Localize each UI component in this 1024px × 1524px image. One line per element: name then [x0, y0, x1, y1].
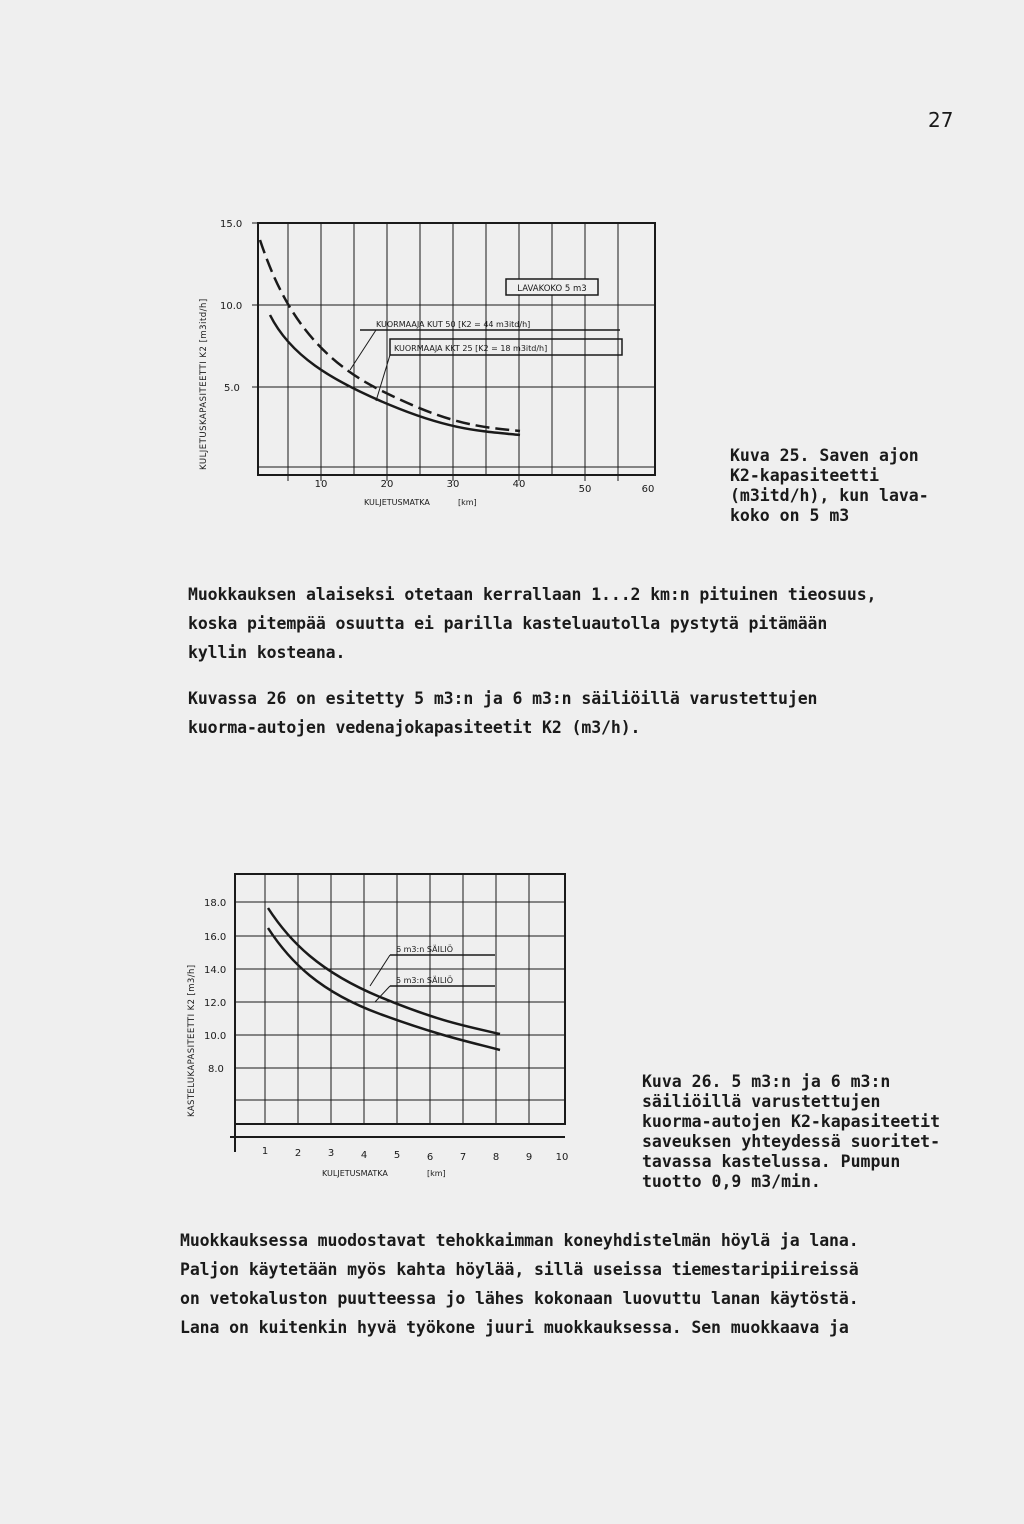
x-tick-label: 60	[641, 484, 655, 495]
caption-line: kuorma-autojen K2-kapasiteetit	[642, 1112, 941, 1131]
text-line: Muokkauksessa muodostavat tehokkaimman koneyhdistelmän höylä ja lana.	[180, 1231, 859, 1250]
lavakoko-label: LAVAKOKO 5 m3	[517, 284, 587, 294]
y-tick-label: 8.0	[208, 1064, 224, 1075]
x-tick-label: 4	[360, 1150, 368, 1161]
caption-line: Kuva 25. Saven ajon	[730, 446, 919, 465]
y-tick-label: 16.0	[204, 932, 227, 943]
text-line: kyllin kosteana.	[188, 643, 346, 662]
x-tick-label: 20	[380, 479, 394, 490]
x-tick-label: 1	[261, 1146, 269, 1157]
y-axis-label: KULJETUSKAPASITEETTI K2 [m3itd/h]	[199, 298, 209, 470]
y-tick-label: 14.0	[204, 965, 227, 976]
y-axis-label: KASTELUKAPASITEETTI K2 [m3/h]	[187, 964, 197, 1117]
caption-line: säiliöillä varustettujen	[642, 1092, 881, 1111]
x-tick-label: 50	[578, 484, 592, 495]
page-number: 27	[928, 108, 954, 132]
figure-26-chart	[180, 862, 580, 1202]
curve-label-kkt25: KUORMAAJA KKT 25 [K2 = 18 m3itd/h]	[394, 344, 548, 353]
y-tick-label: 12.0	[204, 998, 227, 1009]
y-tick-label: 10.0	[220, 301, 243, 312]
text-line: on vetokaluston puutteessa jo lähes kokonaan luovuttu lanan käytöstä.	[180, 1289, 859, 1308]
text-line: koska pitempää osuutta ei parilla kasteluautolla pystytä pitämään	[188, 614, 828, 633]
x-axis-unit: [km]	[458, 498, 477, 507]
x-tick-label: 3	[327, 1148, 335, 1159]
curve-label-kut50: KUORMAAJA KUT 50 [K2 = 44 m3itd/h]	[376, 320, 531, 329]
curve-5m3	[268, 928, 500, 1050]
text-line: Muokkauksen alaiseksi otetaan kerrallaan 1...2 km:n pituinen tieosuus,	[188, 585, 877, 604]
x-axis-label: KULJETUSMATKA	[364, 498, 430, 507]
y-tick-label: 5.0	[224, 383, 240, 394]
x-tick-label: 2	[294, 1148, 302, 1159]
x-tick-label: 10	[314, 479, 328, 490]
paragraph-2	[188, 684, 817, 742]
x-tick-label: 10	[555, 1152, 569, 1163]
x-axis-label: KULJETUSMATKA	[322, 1169, 388, 1178]
x-tick-label: 40	[512, 479, 526, 490]
y-tick-label: 15.0	[220, 219, 243, 230]
caption-line: saveuksen yhteydessä suoritet-	[642, 1132, 941, 1151]
text-line: kuorma-autojen vedenajokapasiteetit K2 (m3/h).	[188, 718, 641, 737]
x-tick-label: 9	[525, 1152, 533, 1163]
x-axis-unit: [km]	[427, 1169, 446, 1178]
caption-line: (m3itd/h), kun lava-	[730, 486, 929, 505]
x-tick-label: 6	[426, 1152, 434, 1163]
figure-25-chart	[180, 205, 660, 525]
text-line: Paljon käytetään myös kahta höylää, sillä useissa tiemestaripiireissä	[180, 1260, 859, 1279]
x-tick-label: 8	[492, 1152, 500, 1163]
caption-line: Kuva 26. 5 m3:n ja 6 m3:n	[642, 1072, 891, 1091]
y-tick-label: 18.0	[204, 898, 227, 909]
text-line: Kuvassa 26 on esitetty 5 m3:n ja 6 m3:n säiliöillä varustettujen	[188, 689, 818, 708]
caption-line: koko on 5 m3	[730, 506, 850, 525]
curve-label-6m3: 6 m3:n SÄILIÖ	[396, 945, 453, 954]
paragraph-3	[180, 1226, 859, 1342]
caption-line: tuotto 0,9 m3/min.	[642, 1172, 821, 1191]
caption-line: tavassa kastelussa. Pumpun	[642, 1152, 901, 1171]
curve-label-5m3: 5 m3:n SÄILIÖ	[396, 976, 453, 985]
x-tick-label: 7	[459, 1152, 467, 1163]
text-line: Lana on kuitenkin hyvä työkone juuri muokkauksessa. Sen muokkaava ja	[180, 1318, 849, 1337]
x-tick-label: 5	[393, 1150, 401, 1161]
caption-line: K2-kapasiteetti	[730, 466, 880, 485]
figure-26-caption	[642, 1072, 940, 1192]
y-tick-label: 10.0	[204, 1031, 227, 1042]
figure-25-caption	[730, 446, 929, 526]
curve-kut50	[260, 240, 520, 431]
x-tick-label: 30	[446, 479, 460, 490]
paragraph-1	[188, 580, 876, 667]
